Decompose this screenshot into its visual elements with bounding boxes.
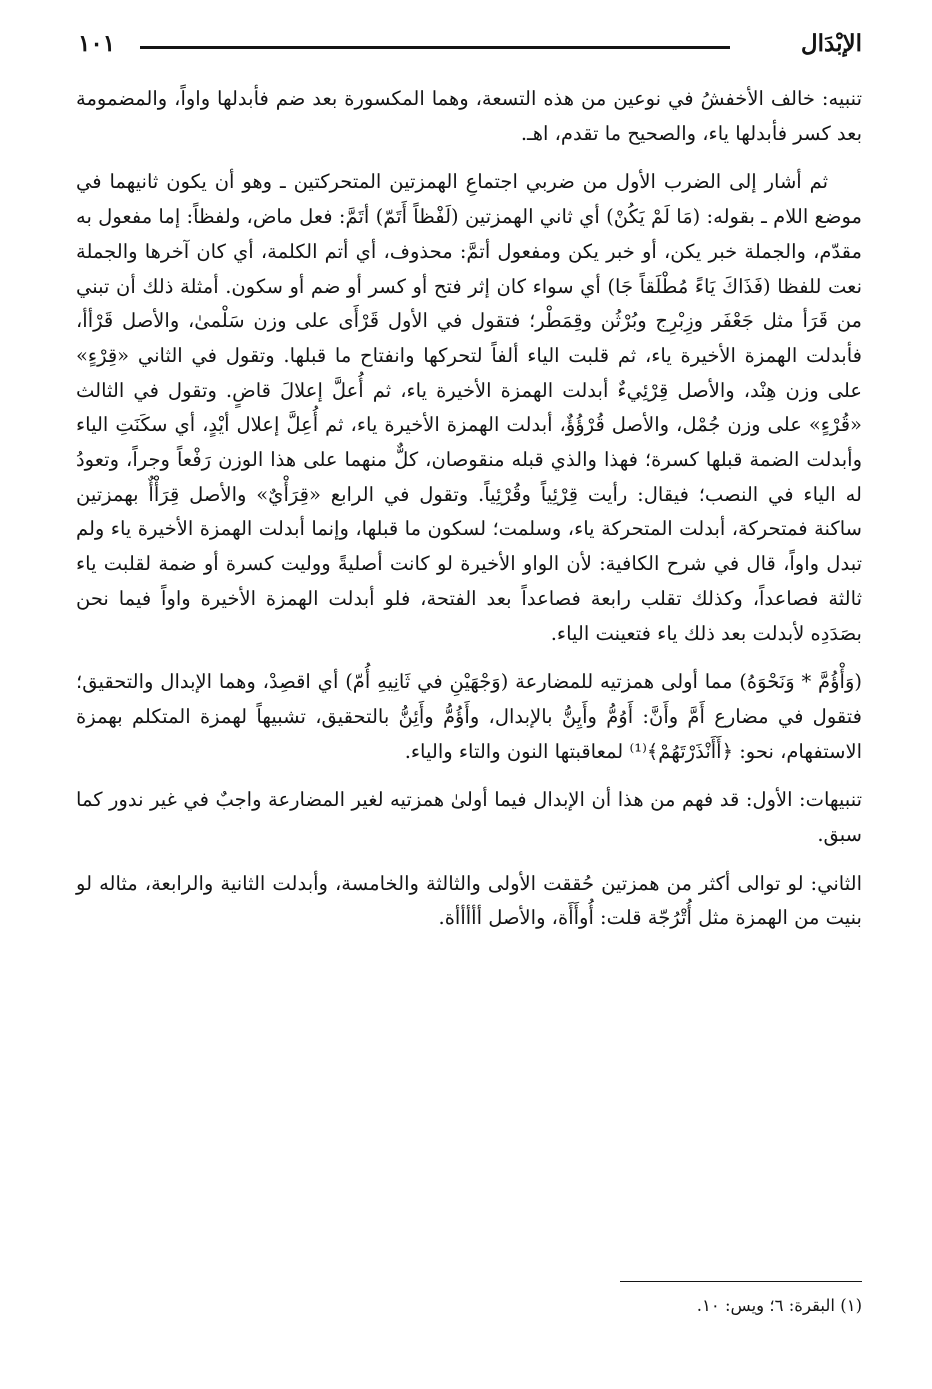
paragraph-notes-first: تنبيهات: الأول: قد فهم من هذا أن الإبدال فيما أولىٰ همزتيه لغير المضارعة واجبٌ في غير ندور كما سبق. bbox=[76, 788, 862, 847]
chapter-title: الإبْدَال bbox=[800, 30, 862, 57]
page-number: ١٠١ bbox=[78, 30, 116, 57]
paragraph-verse: (وَأْؤُمَّ * وَنَحْوَهُ) مما أولى همزتيه للمضارعة (وَجْهَيْنِ في ثَانِيهِ أُمّ) أي اقصِدْ، وهما الإبدال والتحقيق؛ فتقول في مضارع أَمَّ وأَنَّ: أَوُمُّ وأَيِنُّ بالإبدال، وأَؤُمُّ وأَئِنُّ بالتحقيق، تشبيهاً لهمزة المتكلم بهمزة الاستفهام، نحو: ﴿أَأَنْذَرْتَهُمْ﴾⁽¹⁾ لمعاقبتها النون والتاء والياء. bbox=[76, 670, 862, 763]
footnote: (١) البقرة: ٦؛ ويس: ١٠. bbox=[696, 1296, 862, 1315]
footnote-rule bbox=[620, 1281, 862, 1282]
page-body bbox=[76, 82, 862, 950]
paragraph-notes-second: الثاني: لو توالى أكثر من همزتين حُققت الأولى والثالثة والخامسة، وأبدلت الثانية والرابعة، مثاله لو بنيت من الهمزة مثل أُتْرُجّة قلت: أُوأَأَة، والأصل أأأأأة. bbox=[76, 871, 862, 930]
paragraph-note: تنبيه: خالف الأخفشُ في نوعين من هذه التسعة، وهما المكسورة بعد ضم فأبدلها واواً، والمضمومة بعد كسر فأبدلها ياء، والصحيح ما تقدم، اهـ. bbox=[76, 87, 862, 145]
page-header bbox=[78, 26, 862, 66]
header-rule bbox=[140, 46, 730, 49]
paragraph-main: ثم أشار إلى الضرب الأول من ضربي اجتماعِ الهمزتين المتحركتين ـ وهو أن يكون ثانيهما في موضع اللام ـ بقوله: (مَا لَمْ يَكُنْ) أي ثاني الهمزتين (لَفْظاً أَتَمّ) أتَمَّ: فعل ماض، ولفظاً: إما مفعول به مقدّم، والجملة خبر يكن، أو خبر يكن ومفعول أتمَّ: محذوف، أي أتم الكلمة، أي كان آخرها والجملة نعت للفظا (فَذَاكَ يَاءً مُطْلَقاً جَا) أي سواء كان إثر فتح أو كسر أو ضم أو سكون. أمثلة ذلك أن تبني من قَرَأ مثل جَعْفَر وزِبْرِج وبُرْثُن وقِمَطْر؛ فتقول في الأول قَرْأَى على وزن سَلْمىٰ، والأصل قَرْأأ، فأبدلت الهمزة الأخيرة ياء، ثم قلبت الياء ألفاً لتحركها وانفتاح ما قبلها. وتقول في الثاني «قِرْءٍ» على وزن هِنْد، والأصل قِرْئِيءٌ أبدلت الهمزة الأخيرة ياء، ثم أُعلَّ إعلالَ قاضٍ. وتقول في الثالث «قُرْءٍ» على وزن جُمْل، والأصل قُرْؤُؤٌ، أبدلت الهمزة الأخيرة ياء، ثم أُعِلَّ إعلال أيْدٍ، أي سكَنَتِ الياء وأبدلت الضمة قبلها كسرة؛ فهذا والذي قبله منقوصان، كلٌّ منهما على هذا الوزن رَفْعاً وجراً، وتعودُ له الياء في النصب؛ فيقال: رأيت قِرْئِياً وقُرْئِياً. وتقول في الرابع «قِرَأْيٌ» والأصل قِرَأْأٌ بهمزتين ساكنة فمتحركة، أبدلت المتحركة ياء، وسلمت؛ لسكون ما قبلها، وإنما أبدلت الهمزة الأخيرة ياء ولم تبدل واواً، قال في شرح الكافية: لأن الواو الأخيرة لو كانت أصليةً ووليت كسرة أو ضمة لقلبت ياء ثالثة فصاعداً، وكذلك تقلب رابعة فصاعداً بعد الفتحة، فلو أبدلت الهمزة الأخيرة واواً فيما نحن بصَدَدِه لأبدلت بعد ذلك ياء فتعينت الياء. bbox=[76, 170, 862, 645]
